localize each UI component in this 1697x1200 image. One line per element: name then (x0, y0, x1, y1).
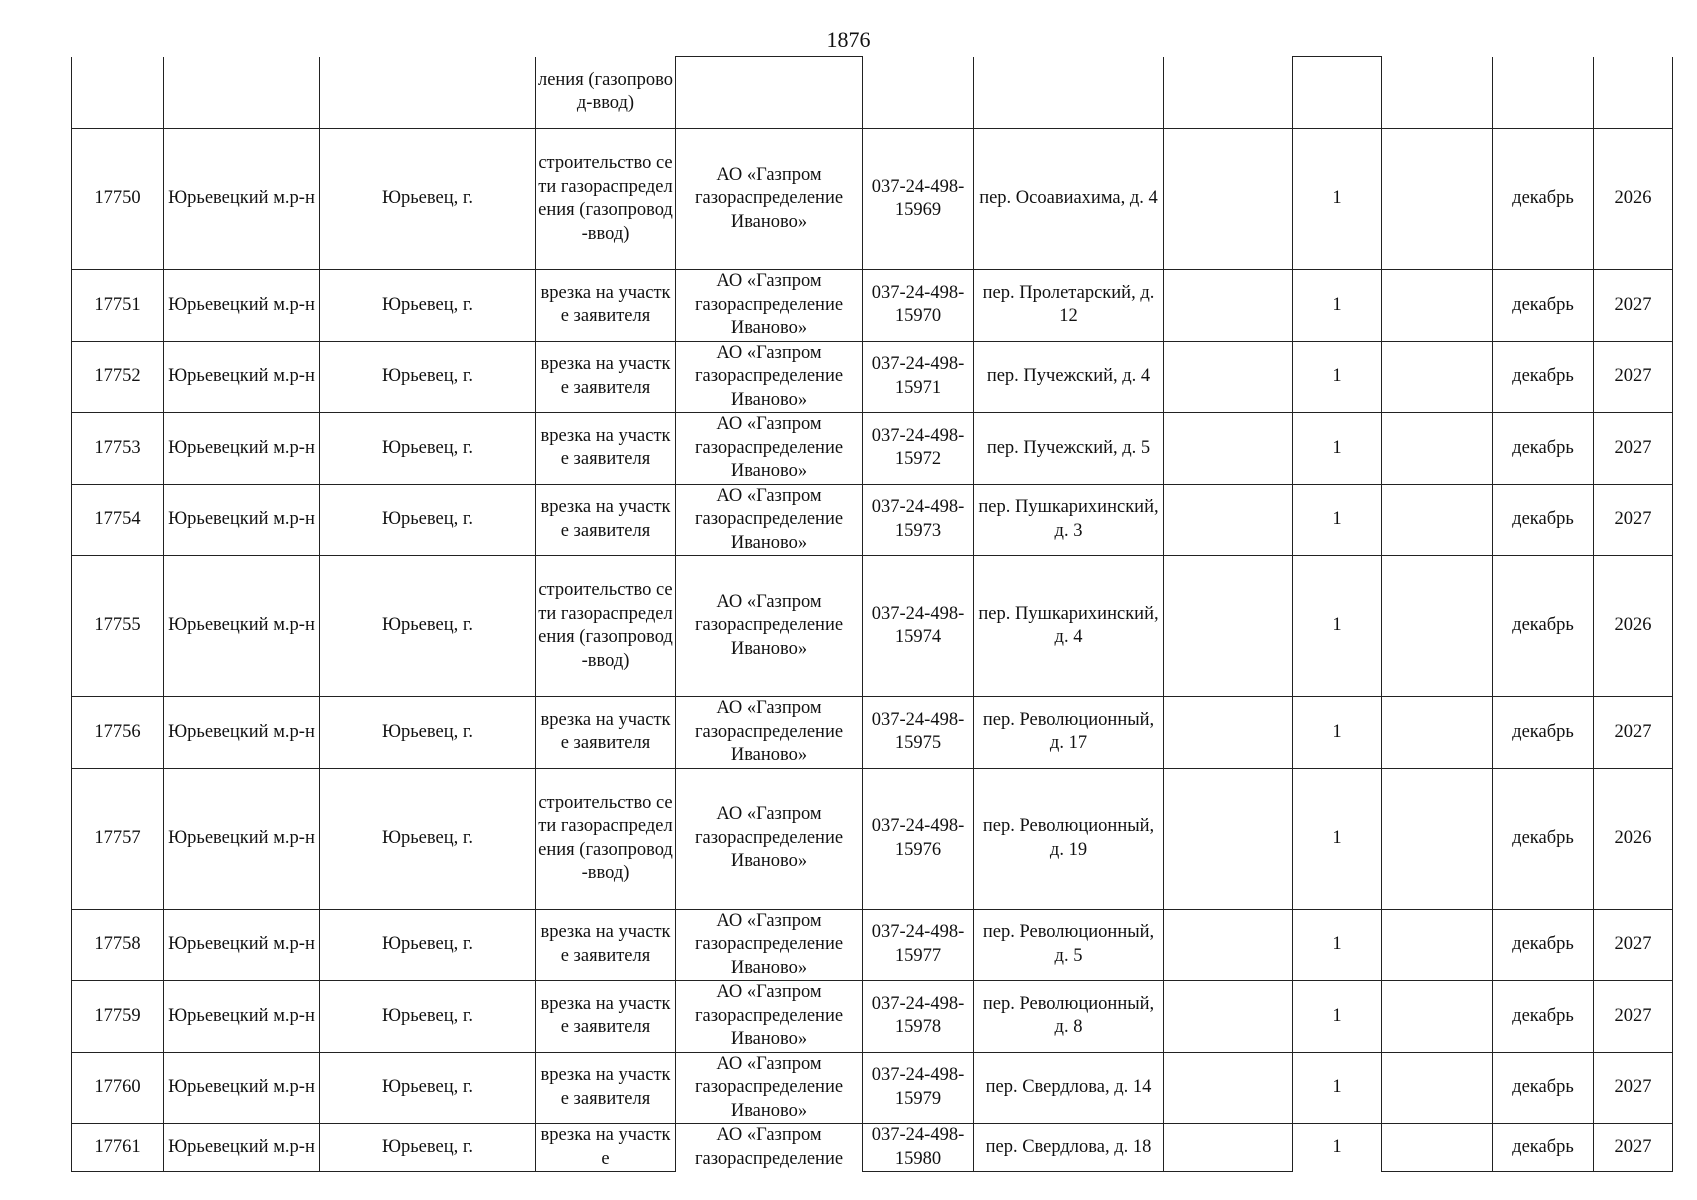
cell-organization (676, 57, 863, 129)
cell-district: Юрьевецкий м.р-н (164, 981, 320, 1053)
cell-locality: Юрьевец, г. (320, 270, 536, 342)
cell-year: 2027 (1594, 981, 1673, 1053)
cell-address: пер. Революционный, д. 17 (974, 697, 1164, 769)
table-row (72, 413, 1673, 485)
table-row (72, 697, 1673, 769)
cell-extra (1164, 341, 1293, 413)
cell-extra-2 (1382, 270, 1493, 342)
gas-connection-table (71, 56, 1673, 1172)
table-row (72, 129, 1673, 270)
cell-organization: АО «Газпром газораспределение Иваново» (676, 1052, 863, 1124)
cell-month (1493, 57, 1594, 129)
cell-district: Юрьевецкий м.р-н (164, 484, 320, 556)
cell-work-type: ления (газопровод-ввод) (536, 57, 676, 129)
cell-id: 17750 (72, 129, 164, 270)
cell-month: декабрь (1493, 129, 1594, 270)
cell-locality: Юрьевец, г. (320, 697, 536, 769)
cell-district: Юрьевецкий м.р-н (164, 270, 320, 342)
cell-locality: Юрьевец, г. (320, 1124, 536, 1172)
cell-locality: Юрьевец, г. (320, 413, 536, 485)
cell-year: 2026 (1594, 129, 1673, 270)
cell-district: Юрьевецкий м.р-н (164, 413, 320, 485)
cell-month: декабрь (1493, 909, 1594, 981)
cell-work-type: врезка на участке заявителя (536, 484, 676, 556)
cell-extra-2 (1382, 768, 1493, 909)
cell-work-type: врезка на участке заявителя (536, 1052, 676, 1124)
cell-extra-2 (1382, 484, 1493, 556)
cell-year: 2026 (1594, 768, 1673, 909)
table-row (72, 341, 1673, 413)
cell-organization: АО «Газпром газораспределение Иваново» (676, 413, 863, 485)
cell-id: 17757 (72, 768, 164, 909)
cell-extra-2 (1382, 981, 1493, 1053)
cell-work-type: врезка на участке заявителя (536, 270, 676, 342)
cell-address (974, 57, 1164, 129)
cell-extra (1164, 768, 1293, 909)
cell-year: 2027 (1594, 1052, 1673, 1124)
table-row (72, 556, 1673, 697)
cell-year: 2027 (1594, 341, 1673, 413)
cell-district (164, 57, 320, 129)
cell-month: декабрь (1493, 484, 1594, 556)
cell-organization: АО «Газпром газораспределение Иваново» (676, 341, 863, 413)
cell-year: 2026 (1594, 556, 1673, 697)
cell-month: декабрь (1493, 768, 1594, 909)
cell-organization: АО «Газпром газораспределение Иваново» (676, 484, 863, 556)
cell-id (72, 57, 164, 129)
cell-extra-2 (1382, 556, 1493, 697)
cell-code: 037-24-498-15969 (863, 129, 974, 270)
cell-count: 1 (1293, 768, 1382, 909)
cell-address: пер. Пучежский, д. 4 (974, 341, 1164, 413)
table-row (72, 1124, 1673, 1172)
cell-month: декабрь (1493, 270, 1594, 342)
cell-district: Юрьевецкий м.р-н (164, 909, 320, 981)
cell-district: Юрьевецкий м.р-н (164, 556, 320, 697)
cell-year: 2027 (1594, 697, 1673, 769)
cell-id: 17755 (72, 556, 164, 697)
cell-work-type: врезка на участке заявителя (536, 981, 676, 1053)
cell-extra (1164, 556, 1293, 697)
page-number: 1876 (826, 27, 871, 52)
cell-count: 1 (1293, 1052, 1382, 1124)
cell-month: декабрь (1493, 341, 1594, 413)
cell-count: 1 (1293, 129, 1382, 270)
cell-extra (1164, 413, 1293, 485)
cell-district: Юрьевецкий м.р-н (164, 768, 320, 909)
cell-extra (1164, 697, 1293, 769)
cell-month: декабрь (1493, 1124, 1594, 1172)
cell-count (1293, 57, 1382, 129)
table-row (72, 909, 1673, 981)
cell-district: Юрьевецкий м.р-н (164, 1052, 320, 1124)
cell-code: 037-24-498-15971 (863, 341, 974, 413)
cell-month: декабрь (1493, 413, 1594, 485)
cell-address: пер. Пролетарский, д. 12 (974, 270, 1164, 342)
cell-year: 2027 (1594, 413, 1673, 485)
cell-extra (1164, 129, 1293, 270)
cell-work-type: врезка на участке заявителя (536, 909, 676, 981)
cell-organization: АО «Газпром газораспределение Иваново» (676, 129, 863, 270)
cell-code: 037-24-498-15979 (863, 1052, 974, 1124)
cell-address: пер. Свердлова, д. 18 (974, 1124, 1164, 1172)
cell-organization: АО «Газпром газораспределение Иваново» (676, 270, 863, 342)
cell-code (863, 57, 974, 129)
cell-district: Юрьевецкий м.р-н (164, 697, 320, 769)
cell-code: 037-24-498-15973 (863, 484, 974, 556)
cell-extra-2 (1382, 1124, 1493, 1172)
cell-extra (1164, 270, 1293, 342)
cell-locality: Юрьевец, г. (320, 341, 536, 413)
cell-extra (1164, 57, 1293, 129)
cell-code: 037-24-498-15980 (863, 1124, 974, 1172)
cell-year: 2027 (1594, 909, 1673, 981)
cell-code: 037-24-498-15974 (863, 556, 974, 697)
cell-district: Юрьевецкий м.р-н (164, 1124, 320, 1172)
cell-id: 17756 (72, 697, 164, 769)
cell-extra-2 (1382, 697, 1493, 769)
cell-address: пер. Пушкарихинский, д. 3 (974, 484, 1164, 556)
cell-work-type: врезка на участке заявителя (536, 697, 676, 769)
cell-count: 1 (1293, 981, 1382, 1053)
cell-month: декабрь (1493, 1052, 1594, 1124)
cell-extra (1164, 909, 1293, 981)
cell-work-type: строительство сети газораспределения (газопровод-ввод) (536, 768, 676, 909)
cell-locality: Юрьевец, г. (320, 909, 536, 981)
cell-code: 037-24-498-15978 (863, 981, 974, 1053)
cell-count: 1 (1293, 270, 1382, 342)
cell-locality: Юрьевец, г. (320, 1052, 536, 1124)
cell-locality: Юрьевец, г. (320, 768, 536, 909)
cell-organization: АО «Газпром газораспределение Иваново» (676, 768, 863, 909)
cell-count: 1 (1293, 697, 1382, 769)
cell-district: Юрьевецкий м.р-н (164, 341, 320, 413)
cell-id: 17761 (72, 1124, 164, 1172)
cell-address: пер. Осоавиахима, д. 4 (974, 129, 1164, 270)
cell-locality: Юрьевец, г. (320, 981, 536, 1053)
cell-address: пер. Революционный, д. 5 (974, 909, 1164, 981)
cell-locality (320, 57, 536, 129)
table-body (72, 57, 1673, 1172)
table-row (72, 768, 1673, 909)
table-row (72, 484, 1673, 556)
cell-address: пер. Пушкарихинский, д. 4 (974, 556, 1164, 697)
cell-count: 1 (1293, 341, 1382, 413)
continuation-row (72, 57, 1673, 129)
cell-month: декабрь (1493, 981, 1594, 1053)
cell-locality: Юрьевец, г. (320, 484, 536, 556)
cell-extra-2 (1382, 413, 1493, 485)
cell-id: 17758 (72, 909, 164, 981)
table-row (72, 1052, 1673, 1124)
cell-year: 2027 (1594, 1124, 1673, 1172)
cell-locality: Юрьевец, г. (320, 129, 536, 270)
cell-work-type: врезка на участке заявителя (536, 341, 676, 413)
cell-extra (1164, 484, 1293, 556)
cell-extra (1164, 981, 1293, 1053)
cell-district: Юрьевецкий м.р-н (164, 129, 320, 270)
cell-id: 17759 (72, 981, 164, 1053)
cell-extra (1164, 1124, 1293, 1172)
cell-address: пер. Свердлова, д. 14 (974, 1052, 1164, 1124)
cell-id: 17751 (72, 270, 164, 342)
cell-work-type: врезка на участке (536, 1124, 676, 1172)
cell-code: 037-24-498-15976 (863, 768, 974, 909)
cell-work-type: врезка на участке заявителя (536, 413, 676, 485)
cell-organization: АО «Газпром газораспределение Иваново» (676, 697, 863, 769)
cell-extra (1164, 1052, 1293, 1124)
cell-organization: АО «Газпром газораспределение Иваново» (676, 556, 863, 697)
cell-extra-2 (1382, 909, 1493, 981)
cell-count: 1 (1293, 909, 1382, 981)
cell-address: пер. Революционный, д. 8 (974, 981, 1164, 1053)
cell-code: 037-24-498-15972 (863, 413, 974, 485)
table-row (72, 270, 1673, 342)
cell-id: 17754 (72, 484, 164, 556)
cell-work-type: строительство сети газораспределения (газопровод-ввод) (536, 556, 676, 697)
cell-code: 037-24-498-15977 (863, 909, 974, 981)
cell-count: 1 (1293, 413, 1382, 485)
cell-count: 1 (1293, 484, 1382, 556)
cell-month: декабрь (1493, 556, 1594, 697)
cell-extra-2 (1382, 57, 1493, 129)
cell-organization: АО «Газпром газораспределение Иваново» (676, 909, 863, 981)
cell-code: 037-24-498-15975 (863, 697, 974, 769)
cell-month: декабрь (1493, 697, 1594, 769)
cell-year: 2027 (1594, 270, 1673, 342)
cell-id: 17760 (72, 1052, 164, 1124)
cell-year: 2027 (1594, 484, 1673, 556)
cell-extra-2 (1382, 1052, 1493, 1124)
cell-code: 037-24-498-15970 (863, 270, 974, 342)
table-row (72, 981, 1673, 1053)
cell-extra-2 (1382, 129, 1493, 270)
cell-count: 1 (1293, 1124, 1382, 1172)
cell-extra-2 (1382, 341, 1493, 413)
cell-address: пер. Пучежский, д. 5 (974, 413, 1164, 485)
cell-work-type: строительство сети газораспределения (газопровод-ввод) (536, 129, 676, 270)
cell-count: 1 (1293, 556, 1382, 697)
cell-organization: АО «Газпром газораспределение (676, 1124, 863, 1172)
cell-id: 17752 (72, 341, 164, 413)
cell-year (1594, 57, 1673, 129)
cell-id: 17753 (72, 413, 164, 485)
cell-locality: Юрьевец, г. (320, 556, 536, 697)
cell-address: пер. Революционный, д. 19 (974, 768, 1164, 909)
cell-organization: АО «Газпром газораспределение Иваново» (676, 981, 863, 1053)
